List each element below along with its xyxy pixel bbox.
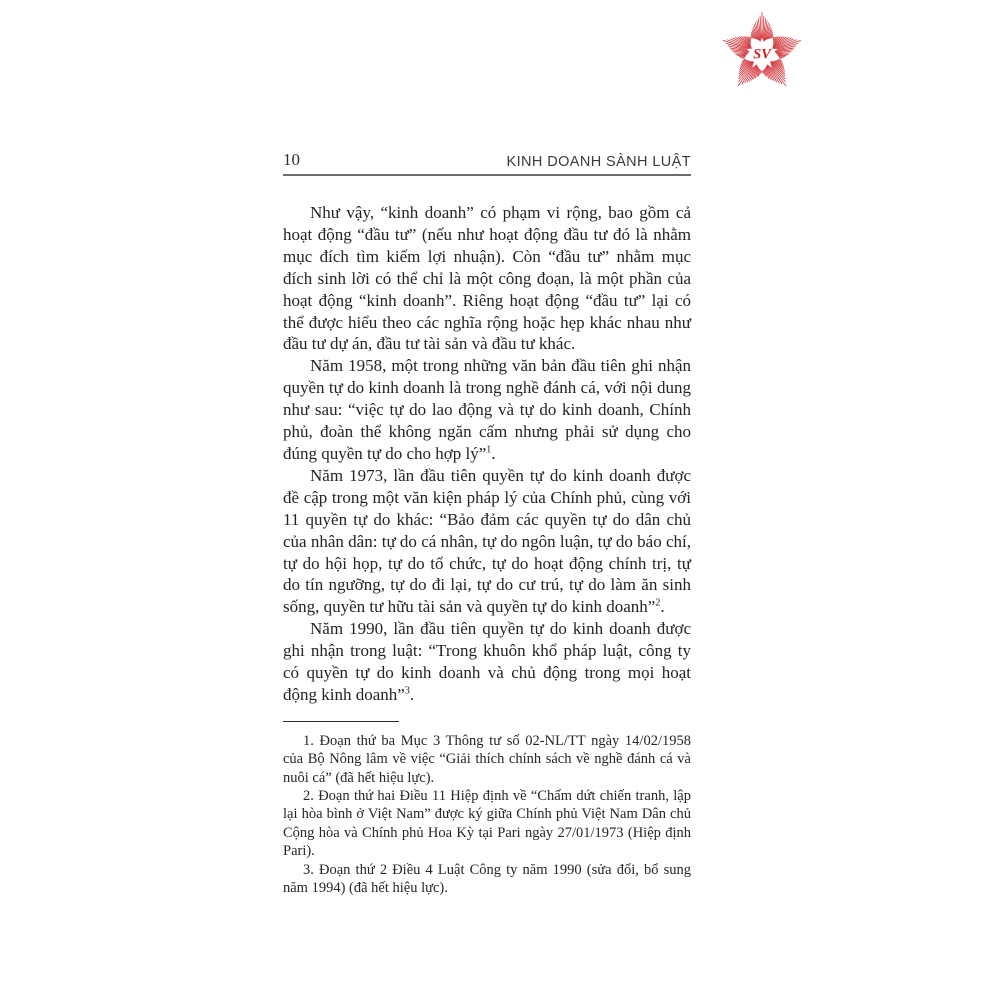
- logo-monogram: SV: [753, 46, 771, 63]
- page-number: 10: [283, 150, 300, 169]
- paragraph: [283, 355, 691, 465]
- footnote-item: 3. Đoạn thứ 2 Điều 4 Luật Công ty năm 1990 (sửa đổi, bổ sung năm 1994) (đã hết hiệu lực).: [283, 861, 691, 897]
- paragraph-text: Năm 1990, lần đầu tiên quyền tự do kinh doanh được ghi nhận trong luật: “Trong khuôn khổ pháp luật, công ty có quyền tự do kinh doanh và chủ động trong mọi hoạt động kinh doanh”: [283, 619, 691, 704]
- publisher-starburst-logo-icon: [719, 10, 805, 96]
- paragraph-text: .: [491, 443, 496, 463]
- paragraph-text: Như vậy, “kinh doanh” có phạm vi rộng, bao gồm cả hoạt động “đầu tư” (nếu như hoạt động đầu tư đó là nhằm mục đích tìm kiếm lợi nhuận). Còn “đầu tư” nhằm mục đích sinh lời có thể chỉ là một công đoạn, là một phần của hoạt động “kinh doanh”. Riêng hoạt động “đầu tư” lại có thể được hiểu theo các nghĩa rộng hoặc hẹp khác nhau như đầu tư dự án, đầu tư tài sản và đầu tư khác.: [283, 203, 691, 354]
- paragraph: [283, 202, 691, 355]
- footnote-item: 2. Đoạn thứ hai Điều 11 Hiệp định về “Chấm dứt chiến tranh, lập lại hòa bình ở Việt Nam” được ký giữa Chính phủ Việt Nam Dân chủ Cộng hòa và Chính phủ Hoa Kỳ tại Pari ngày 27/01/1973 (Hiệp định Pari).: [283, 788, 691, 860]
- footnote-item: 1. Đoạn thứ ba Mục 3 Thông tư số 02-NL/TT ngày 14/02/1958 của Bộ Nông lâm về việc “Giải thích chính sách về nghề đánh cá và nuôi cá” (đã hết hiệu lực).: [283, 732, 691, 786]
- paragraph-text: .: [660, 597, 665, 617]
- paragraph-text: Năm 1958, một trong những văn bản đầu tiên ghi nhận quyền tự do kinh doanh là trong nghề đánh cá, với nội dung như sau: “việc tự do lao động và tự do kinh doanh, Chính phủ, đoàn thể không ngăn cấm nhưng phải sử dụng cho đúng quyền tự do cho hợp lý”: [283, 356, 691, 463]
- body-text: [283, 202, 691, 706]
- text-column: [283, 150, 691, 898]
- footnote-ref-2: 2: [655, 597, 661, 609]
- footnote-ref-1: 1: [486, 444, 492, 456]
- paragraph-text: Năm 1973, lần đầu tiên quyền tự do kinh doanh được đề cập trong một văn kiện pháp lý của Chính phủ, cùng với 11 quyền tự do khác: “Bảo đảm các quyền tự do dân chủ của nhân dân: tự do cá nhân, tự do ngôn luận, tự do báo chí, tự do hội họp, tự do tổ chức, tự do hoạt động chính trị, tự do tín ngưỡng, tự do đi lại, tự do cư trú, tự do làm ăn sinh sống, quyền tư hữu tài sản và quyền tự do kinh doanh”: [283, 465, 691, 617]
- footnotes-section: [283, 721, 691, 898]
- paragraph-text: .: [409, 684, 415, 704]
- footnote-ref-3: 3: [404, 685, 410, 697]
- paragraph: [283, 618, 691, 706]
- page-header: [283, 150, 691, 176]
- paragraph: [283, 465, 691, 618]
- footnote-divider: [283, 721, 399, 722]
- running-title: KINH DOANH SÀNH LUẬT: [506, 154, 691, 170]
